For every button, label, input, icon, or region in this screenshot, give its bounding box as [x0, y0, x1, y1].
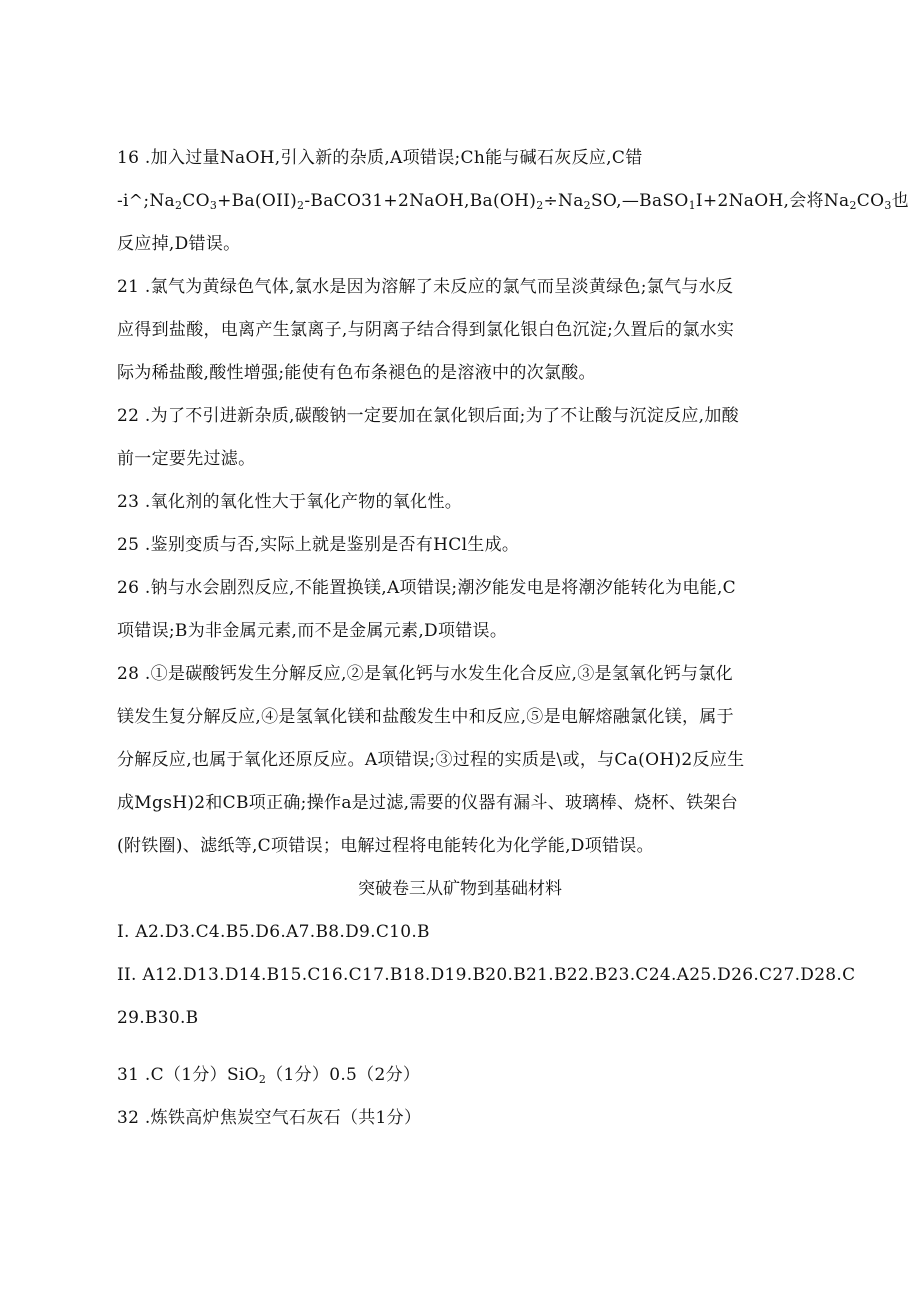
para-28-line2: 镁发生复分解反应,④是氢氧化镁和盐酸发生中和反应,⑤是电解熔融氯化镁，属于: [117, 707, 734, 727]
answers-part-1: I. A2.D3.C4.B5.D6.A7.B8.D9.C10.B: [117, 922, 430, 942]
answers-part-2: II. A12.D13.D14.B15.C16.C17.B18.D19.B20.B21.B22.B23.C24.A25.D26.C27.D28.C: [117, 965, 856, 985]
answers-part-2-cont: 29.B30.B: [117, 1008, 199, 1028]
answer-31: 31 .C（1分）SiO$_2$（1分）0.5（2分）: [117, 1065, 421, 1086]
para-28-line5: (附铁圈)、滤纸等,C项错误；电解过程将电能转化为化学能,D项错误。: [117, 836, 654, 856]
para-16-line2: $-i\^{};Na_2CO_3+Ba(OII)_2-BaCO31+2NaOH,Ba(OH)_2\div Na_2SO,—BaSO_1I+2NaOH$,会将$Na_2CO_3$也: [117, 191, 909, 212]
para-26-line2: 项错误;B为非金属元素,而不是金属元素,D项错误。: [117, 621, 508, 641]
answer-32: 32 .炼铁高炉焦炭空气石灰石（共1分）: [117, 1108, 422, 1128]
para-16-line1: 16 .加入过量NaOH,引入新的杂质,A项错误;Ch能与碱石灰反应,C错: [117, 148, 643, 168]
para-28-line1: 28 .①是碳酸钙发生分解反应,②是氧化钙与水发生化合反应,③是氢氧化钙与氯化: [117, 664, 733, 684]
para-21-line1: 21 .氯气为黄绿色气体,氯水是因为溶解了未反应的氯气而呈淡黄绿色;氯气与水反: [117, 277, 734, 297]
para-16-line3: 反应掉,D错误。: [117, 234, 241, 254]
para-28-line3: 分解反应,也属于氧化还原反应。A项错误;③过程的实质是\或，与Ca(OH)2反应生: [117, 750, 745, 770]
para-21-line2: 应得到盐酸，电离产生氯离子,与阴离子结合得到氯化银白色沉淀;久置后的氯水实: [117, 320, 735, 340]
section-title: 突破卷三从矿物到基础材料: [358, 879, 562, 899]
para-22-line2: 前一定要先过滤。: [117, 449, 256, 469]
para-21-line3: 际为稀盐酸,酸性增强;能使有色布条褪色的是溶液中的次氯酸。: [117, 363, 596, 383]
para-26-line1: 26 .钠与水会剧烈反应,不能置换镁,A项错误;潮汐能发电是将潮汐能转化为电能,C: [117, 578, 736, 598]
para-23: 23 .氧化剂的氧化性大于氧化产物的氧化性。: [117, 492, 463, 512]
para-25: 25 .鉴别变质与否,实际上就是鉴别是否有HCl生成。: [117, 535, 520, 555]
para-22-line1: 22 .为了不引进新杂质,碳酸钠一定要加在氯化钡后面;为了不让酸与沉淀反应,加酸: [117, 406, 739, 426]
para-28-line4: 成MgsH)2和CB项正确;操作a是过滤,需要的仪器有漏斗、玻璃棒、烧杯、铁架台: [117, 793, 739, 813]
